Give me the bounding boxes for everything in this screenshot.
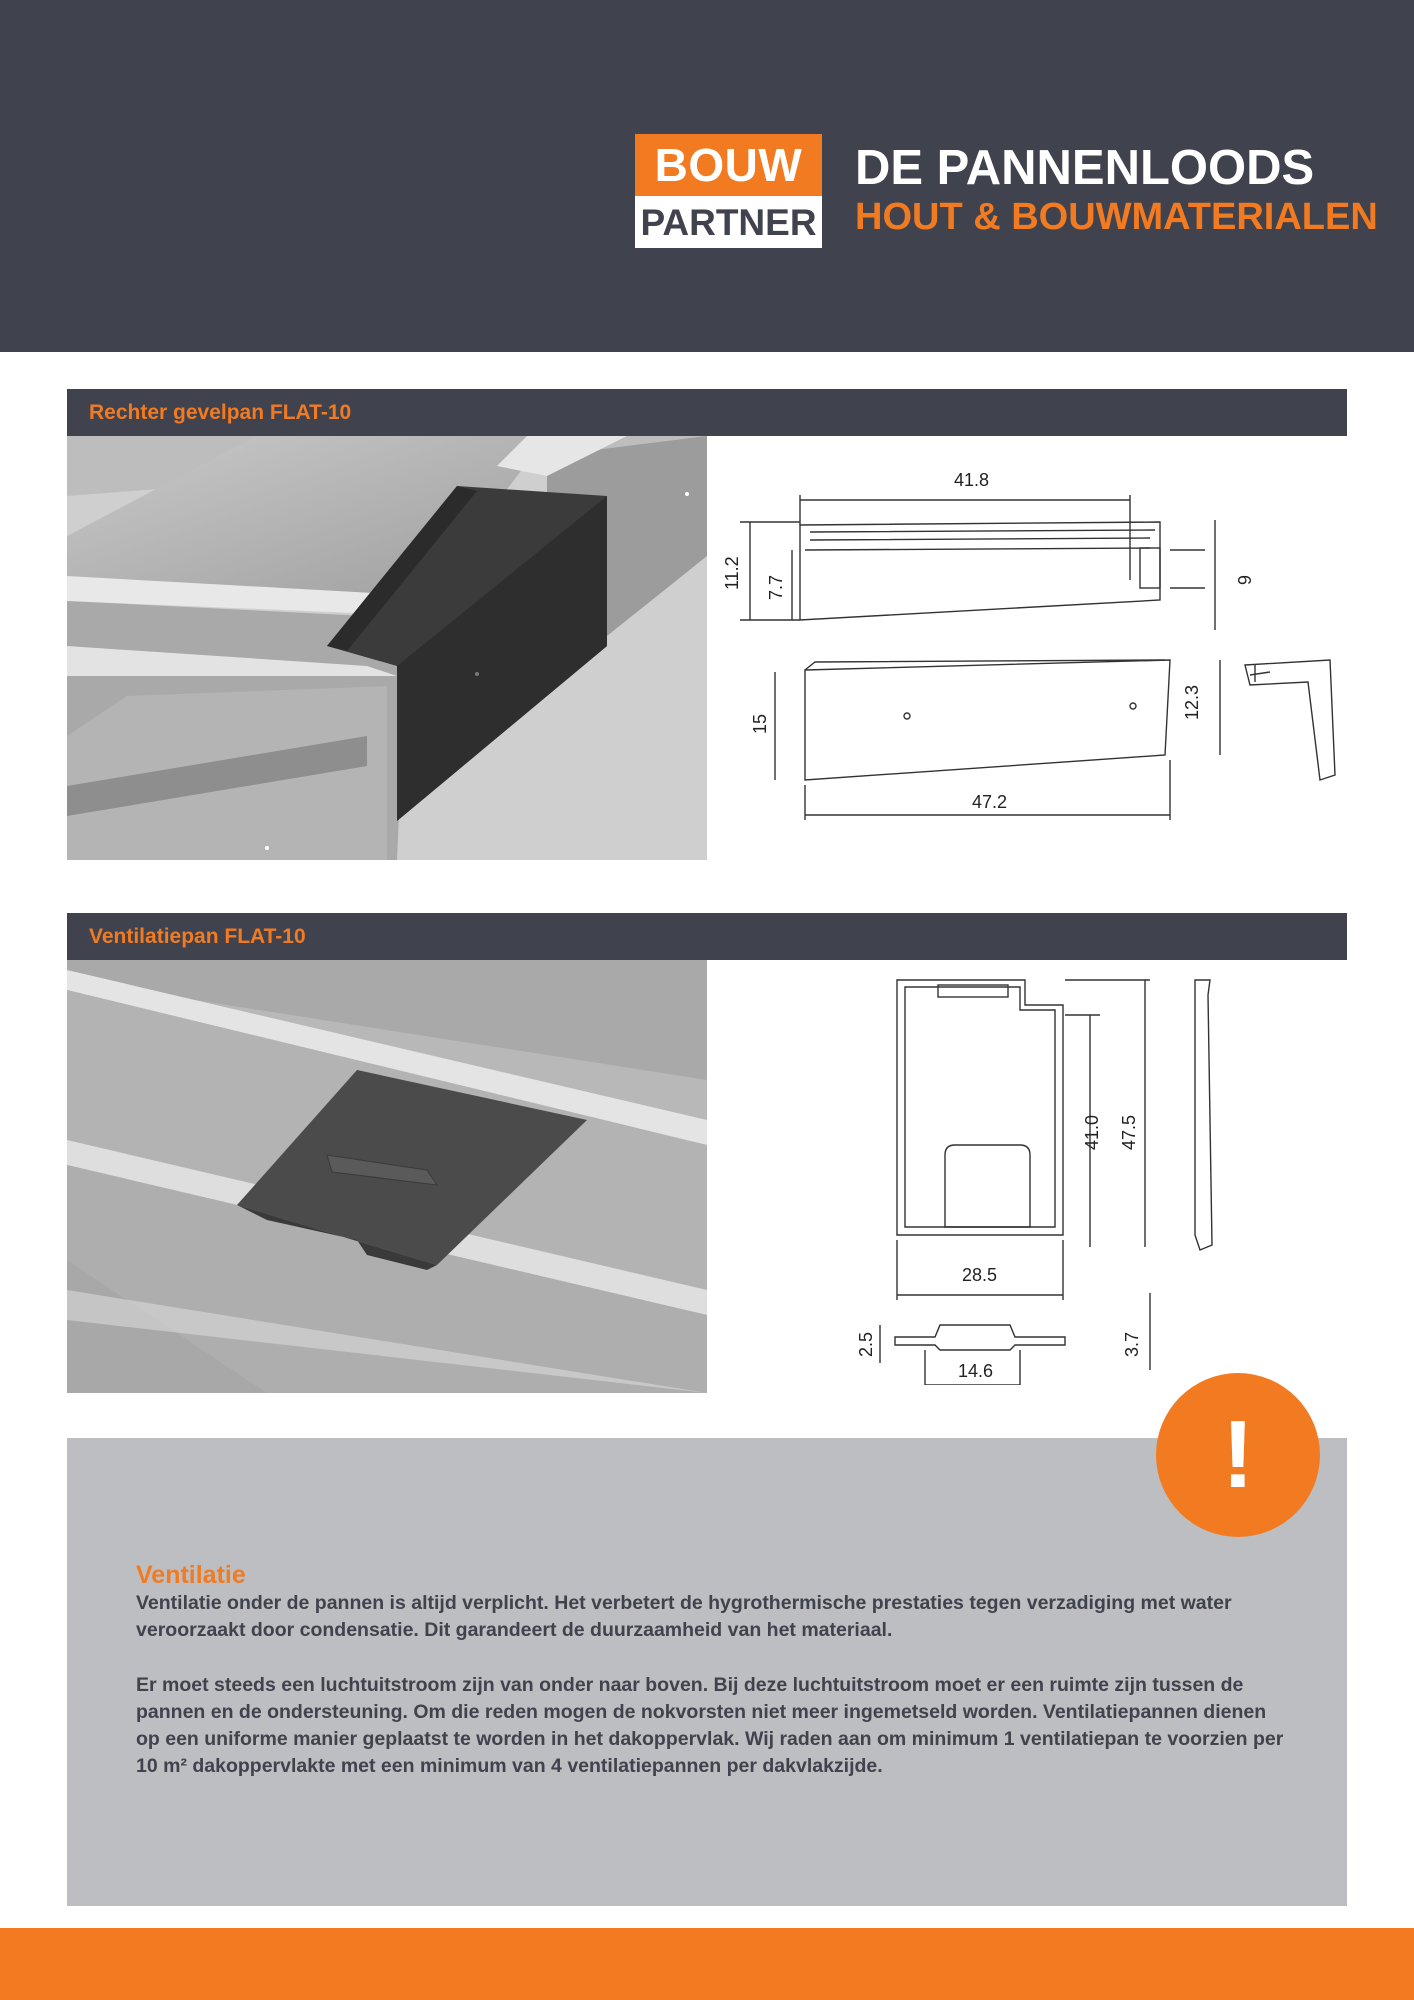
gevelpan-render xyxy=(67,436,707,860)
dim-lip: 6 xyxy=(1234,575,1254,586)
brand-name: DE PANNENLOODS xyxy=(855,141,1315,195)
section-title-bar-ventilatiepan xyxy=(67,913,1347,960)
section-title-bar-gevelpan xyxy=(67,389,1347,436)
dim-width: 28.5 xyxy=(962,1265,998,1285)
dim-inner-height: 7.7 xyxy=(766,574,786,600)
page-header xyxy=(0,0,1414,352)
logo-line-2: PARTNER xyxy=(640,202,817,243)
ventilatiepan-render xyxy=(67,960,707,1393)
dim-bottom-width: 47.2 xyxy=(972,792,1008,812)
section-title: Ventilatiepan FLAT-10 xyxy=(89,925,306,948)
ventilatie-info-panel xyxy=(67,1438,1347,1906)
exclamation-icon xyxy=(1156,1373,1320,1537)
info-paragraph-2: Er moet steeds een luchtuitstroom zijn van onder naar boven. Bij deze luchtuitstroom moet er een ruimte zijn tussen de pannen en de ondersteuning. Om die reden mogen de nokvorsten niet meer ingemetseld worden. Ventilatiepannen dienen op een uniforme manier geplaatst te worden in het dakoppervlak. Wij raden aan om minimum 1 ventilatiepan te voorzien per 10 m² dakoppervlakte met een minimum van 4 ventilatiepannen per dakvlakzijde. xyxy=(136,1674,1284,1777)
page-footer xyxy=(0,1928,1414,2000)
logo-line-1: BOUW xyxy=(635,134,822,196)
gevelpan-technical-drawing xyxy=(710,450,1350,840)
section-title: Rechter gevelpan FLAT-10 xyxy=(89,401,352,424)
ventilatiepan-technical-drawing xyxy=(840,965,1240,1385)
info-title: Ventilatie xyxy=(136,1561,246,1589)
dim-total-length: 47.5 xyxy=(1119,1114,1139,1150)
bouwpartner-logo xyxy=(635,134,822,248)
dim-right-thickness: 3.7 xyxy=(1122,1331,1142,1357)
exclamation-glyph: ! xyxy=(1222,1401,1254,1508)
dim-inner-length: 41.0 xyxy=(1082,1114,1102,1150)
dim-opening-width: 14.6 xyxy=(958,1361,994,1381)
dim-side-height: 15 xyxy=(750,713,770,734)
dim-left-thickness: 2.5 xyxy=(856,1331,876,1357)
dim-total-height: 11.2 xyxy=(722,556,742,590)
info-paragraph-1: Ventilatie onder de pannen is altijd verplicht. Het verbetert de hygrothermische prestaties tegen verzadiging met water veroorzaakt door condensatie. Dit garandeert de duurzaamheid van het materiaal. xyxy=(136,1592,1232,1641)
dim-right-height: 12.3 xyxy=(1182,684,1202,720)
brand-tagline: HOUT & BOUWMATERIALEN xyxy=(855,196,1378,238)
dim-top-width: 41.8 xyxy=(954,470,990,490)
